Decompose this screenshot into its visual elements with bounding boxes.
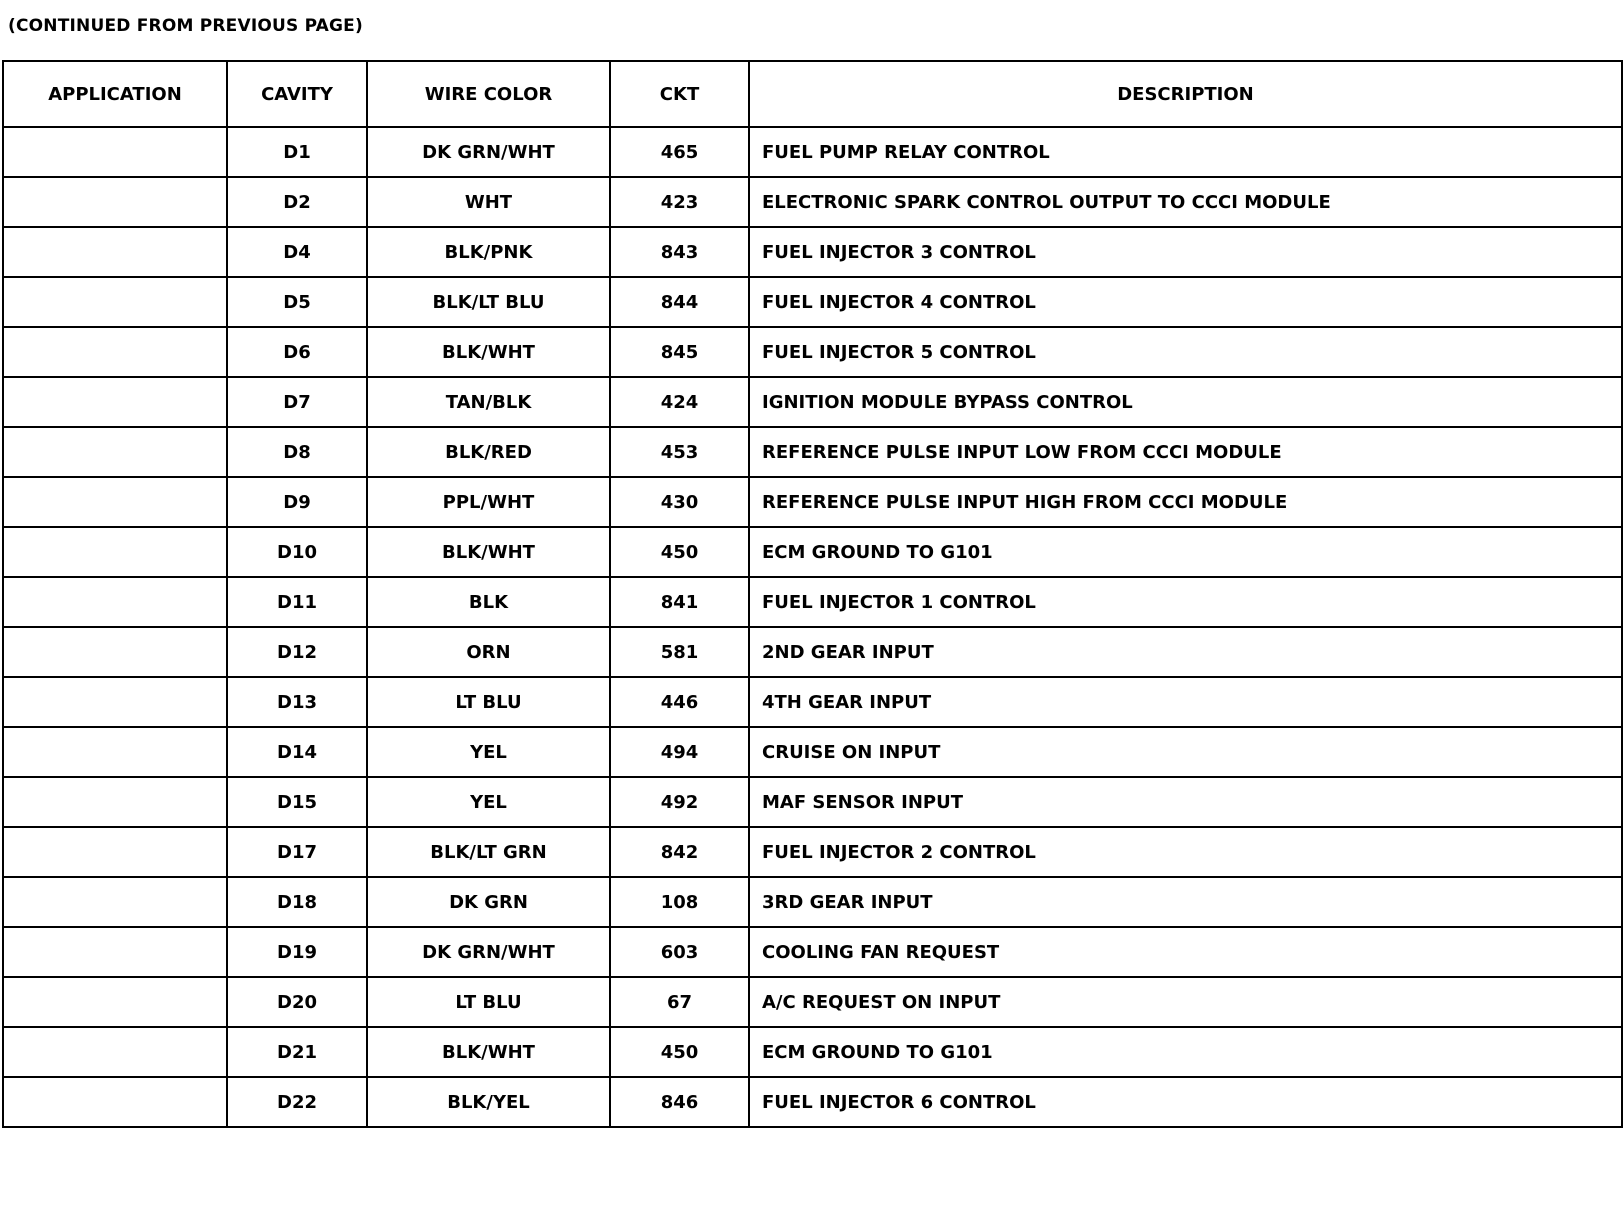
cell-wire-color: BLK/WHT xyxy=(367,527,610,577)
cell-wire-color: YEL xyxy=(367,727,610,777)
cell-description: ECM GROUND TO G101 xyxy=(749,527,1622,577)
cell-ckt: 108 xyxy=(610,877,749,927)
cell-ckt: 450 xyxy=(610,527,749,577)
cell-ckt: 450 xyxy=(610,1027,749,1077)
table-row xyxy=(3,1027,1622,1077)
table-row xyxy=(3,127,1622,177)
column-header-application: APPLICATION xyxy=(3,61,227,127)
table-row xyxy=(3,177,1622,227)
cell-cavity: D20 xyxy=(227,977,367,1027)
cell-ckt: 842 xyxy=(610,827,749,877)
cell-description: ELECTRONIC SPARK CONTROL OUTPUT TO CCCI MODULE xyxy=(749,177,1622,227)
cell-application xyxy=(3,627,227,677)
cell-description: FUEL INJECTOR 2 CONTROL xyxy=(749,827,1622,877)
cell-cavity: D2 xyxy=(227,177,367,227)
cell-cavity: D17 xyxy=(227,827,367,877)
table-header xyxy=(3,61,1622,127)
table-row xyxy=(3,827,1622,877)
cell-ckt: 446 xyxy=(610,677,749,727)
cell-application xyxy=(3,527,227,577)
cell-wire-color: PPL/WHT xyxy=(367,477,610,527)
cell-ckt: 465 xyxy=(610,127,749,177)
cell-cavity: D5 xyxy=(227,277,367,327)
cell-ckt: 67 xyxy=(610,977,749,1027)
table-row xyxy=(3,527,1622,577)
cell-wire-color: LT BLU xyxy=(367,677,610,727)
table-row xyxy=(3,577,1622,627)
cell-wire-color: ORN xyxy=(367,627,610,677)
cell-ckt: 494 xyxy=(610,727,749,777)
cell-cavity: D11 xyxy=(227,577,367,627)
cell-wire-color: TAN/BLK xyxy=(367,377,610,427)
cell-wire-color: YEL xyxy=(367,777,610,827)
cell-description: MAF SENSOR INPUT xyxy=(749,777,1622,827)
cell-cavity: D13 xyxy=(227,677,367,727)
cell-wire-color: DK GRN/WHT xyxy=(367,927,610,977)
cell-application xyxy=(3,1027,227,1077)
table-row xyxy=(3,227,1622,277)
cell-description: FUEL INJECTOR 3 CONTROL xyxy=(749,227,1622,277)
cell-application xyxy=(3,377,227,427)
cell-ckt: 430 xyxy=(610,477,749,527)
cell-wire-color: BLK/LT GRN xyxy=(367,827,610,877)
cell-ckt: 843 xyxy=(610,227,749,277)
cell-wire-color: BLK/WHT xyxy=(367,1027,610,1077)
cell-description: FUEL INJECTOR 5 CONTROL xyxy=(749,327,1622,377)
cell-ckt: 423 xyxy=(610,177,749,227)
cell-cavity: D9 xyxy=(227,477,367,527)
cell-wire-color: DK GRN xyxy=(367,877,610,927)
cell-application xyxy=(3,277,227,327)
cell-cavity: D22 xyxy=(227,1077,367,1127)
cell-application xyxy=(3,227,227,277)
cell-application xyxy=(3,877,227,927)
cell-cavity: D15 xyxy=(227,777,367,827)
cell-application xyxy=(3,577,227,627)
column-header-cavity: CAVITY xyxy=(227,61,367,127)
cell-ckt: 845 xyxy=(610,327,749,377)
cell-ckt: 492 xyxy=(610,777,749,827)
table-row xyxy=(3,477,1622,527)
cell-ckt: 844 xyxy=(610,277,749,327)
cell-cavity: D4 xyxy=(227,227,367,277)
cell-cavity: D1 xyxy=(227,127,367,177)
column-header-description: DESCRIPTION xyxy=(749,61,1622,127)
cell-ckt: 603 xyxy=(610,927,749,977)
cell-cavity: D7 xyxy=(227,377,367,427)
header-row xyxy=(3,61,1622,127)
cell-wire-color: BLK xyxy=(367,577,610,627)
table-row xyxy=(3,777,1622,827)
cell-cavity: D21 xyxy=(227,1027,367,1077)
cell-description: FUEL INJECTOR 6 CONTROL xyxy=(749,1077,1622,1127)
cell-cavity: D12 xyxy=(227,627,367,677)
cell-ckt: 846 xyxy=(610,1077,749,1127)
continued-note: (CONTINUED FROM PREVIOUS PAGE) xyxy=(8,16,363,36)
cell-description: FUEL PUMP RELAY CONTROL xyxy=(749,127,1622,177)
cell-cavity: D10 xyxy=(227,527,367,577)
cell-description: 4TH GEAR INPUT xyxy=(749,677,1622,727)
table-row xyxy=(3,377,1622,427)
cell-ckt: 841 xyxy=(610,577,749,627)
table-row xyxy=(3,927,1622,977)
connector-pinout-table xyxy=(2,60,1623,1128)
cell-application xyxy=(3,427,227,477)
cell-description: A/C REQUEST ON INPUT xyxy=(749,977,1622,1027)
cell-description: ECM GROUND TO G101 xyxy=(749,1027,1622,1077)
table-row xyxy=(3,1077,1622,1127)
cell-wire-color: BLK/LT BLU xyxy=(367,277,610,327)
cell-ckt: 453 xyxy=(610,427,749,477)
table-row xyxy=(3,727,1622,777)
table-row xyxy=(3,327,1622,377)
table-row xyxy=(3,427,1622,477)
cell-description: REFERENCE PULSE INPUT LOW FROM CCCI MODULE xyxy=(749,427,1622,477)
cell-application xyxy=(3,1077,227,1127)
cell-description: 3RD GEAR INPUT xyxy=(749,877,1622,927)
cell-cavity: D8 xyxy=(227,427,367,477)
table-body xyxy=(3,127,1622,1127)
cell-application xyxy=(3,677,227,727)
cell-application xyxy=(3,127,227,177)
table-row xyxy=(3,977,1622,1027)
cell-cavity: D19 xyxy=(227,927,367,977)
column-header-wire-color: WIRE COLOR xyxy=(367,61,610,127)
cell-wire-color: LT BLU xyxy=(367,977,610,1027)
cell-wire-color: WHT xyxy=(367,177,610,227)
cell-ckt: 424 xyxy=(610,377,749,427)
cell-description: IGNITION MODULE BYPASS CONTROL xyxy=(749,377,1622,427)
cell-application xyxy=(3,177,227,227)
table-row xyxy=(3,877,1622,927)
cell-cavity: D14 xyxy=(227,727,367,777)
cell-application xyxy=(3,727,227,777)
cell-application xyxy=(3,777,227,827)
cell-application xyxy=(3,327,227,377)
cell-description: FUEL INJECTOR 4 CONTROL xyxy=(749,277,1622,327)
cell-wire-color: DK GRN/WHT xyxy=(367,127,610,177)
cell-cavity: D18 xyxy=(227,877,367,927)
cell-application xyxy=(3,927,227,977)
cell-cavity: D6 xyxy=(227,327,367,377)
column-header-ckt: CKT xyxy=(610,61,749,127)
cell-description: FUEL INJECTOR 1 CONTROL xyxy=(749,577,1622,627)
cell-application xyxy=(3,477,227,527)
table-row xyxy=(3,277,1622,327)
cell-wire-color: BLK/PNK xyxy=(367,227,610,277)
table-row xyxy=(3,677,1622,727)
cell-ckt: 581 xyxy=(610,627,749,677)
cell-wire-color: BLK/RED xyxy=(367,427,610,477)
cell-description: CRUISE ON INPUT xyxy=(749,727,1622,777)
cell-application xyxy=(3,977,227,1027)
cell-application xyxy=(3,827,227,877)
cell-wire-color: BLK/YEL xyxy=(367,1077,610,1127)
cell-description: REFERENCE PULSE INPUT HIGH FROM CCCI MODULE xyxy=(749,477,1622,527)
cell-description: COOLING FAN REQUEST xyxy=(749,927,1622,977)
table-row xyxy=(3,627,1622,677)
cell-description: 2ND GEAR INPUT xyxy=(749,627,1622,677)
cell-wire-color: BLK/WHT xyxy=(367,327,610,377)
